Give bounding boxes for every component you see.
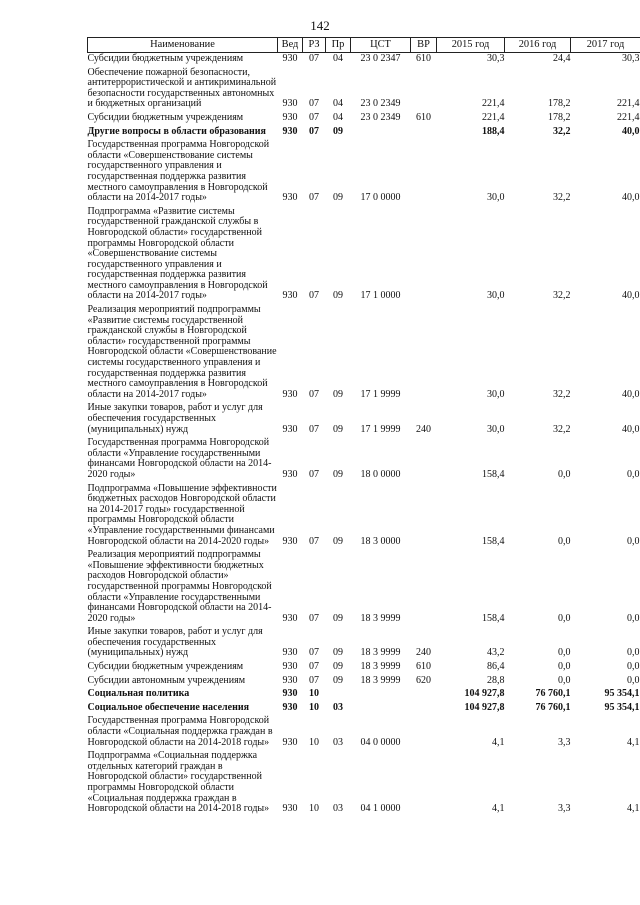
cell-2015: 188,4 (482, 125, 505, 137)
cell-2015: 30,0 (487, 388, 505, 400)
cell-2015: 158,4 (482, 535, 505, 547)
cell-cst: 17 1 9999 (360, 388, 401, 400)
cell-rz: 10 (309, 736, 319, 748)
cell-vr (411, 139, 437, 206)
cell-ved: 930 (282, 125, 298, 137)
cell-ved: 930 (282, 535, 298, 547)
cell-2016: 3,3 (558, 736, 571, 748)
cell-name: Государственная программа Новгородской области «Социальная поддержка граждан в Новгородской области на 2014-2018 годы» (87, 715, 273, 748)
table-row (88, 437, 640, 482)
cell-ved: 930 (282, 53, 298, 64)
cell-2017: 0,0 (627, 647, 640, 659)
cell-cst: 04 0 0000 (360, 736, 401, 748)
cell-vr: 240 (416, 647, 431, 659)
cell-name: Субсидии бюджетным учреждениям (87, 53, 244, 64)
cell-name: Подпрограмма «Развитие системы государственной гражданской службы в Новгородской области» государственной программы Новгородской области «Совершенствование системы государственного управления и государственная поддержка развития местного самоуправления в Новгородской области на 2014-2017 годы» (87, 205, 268, 302)
cell-2015: 30,3 (487, 53, 505, 64)
cell-ved: 930 (282, 803, 298, 815)
cell-rz: 07 (309, 535, 319, 547)
cell-cst: 18 0 0000 (360, 468, 401, 480)
cell-name: Государственная программа Новгородской области «Совершенствование системы государственного управления и государственная поддержка развития местного самоуправления в Новгородской области на 2014-2017 годы» (87, 139, 270, 204)
cell-pr: 09 (333, 661, 343, 673)
cell-rz: 07 (309, 647, 319, 659)
cell-cst: 23 0 2349 (360, 111, 401, 123)
cell-pr: 09 (333, 468, 343, 480)
table-row (88, 661, 640, 675)
col-header-pr: Пр (326, 38, 351, 53)
cell-2017: 0,0 (627, 661, 640, 673)
cell-name: Реализация мероприятий подпрограммы «Повышение эффективности бюджетных расходов Новгородской области» государственной программы Новгородской области «Управление государственными финансами Новгородской области на 2014-2020 годы» (87, 549, 272, 624)
cell-ved: 930 (282, 111, 298, 123)
cell-vr (411, 437, 437, 482)
table-row (88, 304, 640, 402)
cell-cst: 17 1 0000 (360, 290, 401, 302)
cell-2016: 178,2 (548, 98, 571, 110)
cell-vr (411, 750, 437, 817)
cell-2015: 30,0 (487, 192, 505, 204)
cell-ved: 930 (282, 674, 298, 686)
col-header-rz: РЗ (303, 38, 326, 53)
cell-2017: 40,0 (622, 125, 640, 137)
cell-cst: 18 3 9999 (360, 674, 401, 686)
cell-pr: 09 (333, 423, 343, 435)
cell-name: Обеспечение пожарной безопасности, антитеррористической и антикриминальной безопасности государственных автономных и бюджетных организаций (87, 66, 277, 110)
col-header-2017: 2017 год (571, 38, 640, 53)
cell-pr: 09 (333, 388, 343, 400)
table-row (88, 112, 640, 126)
cell-2016: 0,0 (558, 535, 571, 547)
cell-2016: 0,0 (558, 674, 571, 686)
table-header-row (88, 38, 640, 53)
cell-ved: 930 (282, 388, 298, 400)
cell-pr: 03 (333, 701, 343, 713)
cell-rz: 07 (309, 388, 319, 400)
table-row (88, 626, 640, 661)
cell-name: Государственная программа Новгородской области «Управление государственными финансами Новгородской области на 2014-2020 годы» (87, 437, 272, 480)
cell-vr: 240 (416, 423, 431, 435)
cell-pr: 04 (333, 111, 343, 123)
cell-pr (326, 688, 351, 702)
cell-rz: 10 (309, 688, 319, 700)
col-header-vr: ВР (411, 38, 437, 53)
cell-2015: 104 927,8 (464, 688, 505, 700)
cell-cst: 23 0 2347 (360, 53, 401, 64)
table-row (88, 688, 640, 702)
cell-2016: 32,2 (553, 423, 571, 435)
cell-name: Реализация мероприятий подпрограммы «Развитие системы государственной гражданской службы в Новгородской области» государственной программы Новгородской области «Совершенствование системы государственного управления и государственная поддержка развития местного самоуправления в Новгородской области на 2014-2017 годы» (87, 304, 277, 400)
cell-2017: 4,1 (627, 736, 640, 748)
cell-rz: 07 (309, 468, 319, 480)
table-row (88, 53, 640, 67)
cell-2015: 43,2 (487, 647, 505, 659)
cell-name: Субсидии автономным учреждениям (87, 674, 246, 686)
cell-cst: 18 3 0000 (360, 535, 401, 547)
cell-vr (411, 549, 437, 626)
cell-name: Иные закупки товаров, работ и услуг для обеспечения государственных (муниципальных) нужд (87, 626, 263, 659)
cell-rz: 07 (309, 98, 319, 110)
col-header-ved: Вед (278, 38, 303, 53)
cell-cst: 17 0 0000 (360, 192, 401, 204)
cell-rz: 07 (309, 192, 319, 204)
cell-name: Субсидии бюджетным учреждениям (87, 111, 244, 123)
table-row (88, 702, 640, 716)
cell-2015: 30,0 (487, 290, 505, 302)
table-body (88, 53, 640, 817)
table-row (88, 549, 640, 626)
cell-name: Социальная политика (87, 688, 190, 700)
cell-2017: 40,0 (622, 192, 640, 204)
budget-table (87, 37, 640, 817)
cell-pr: 09 (333, 535, 343, 547)
cell-pr: 03 (333, 736, 343, 748)
cell-name: Подпрограмма «Социальная поддержка отдельных категорий граждан в Новгородской области» государственной программы Новгородской области «Социальная поддержка граждан в Новгородской области на 2014-2018 годы» (87, 750, 270, 815)
cell-2017: 40,0 (622, 290, 640, 302)
cell-2015: 221,4 (482, 98, 505, 110)
cell-2016: 32,2 (553, 192, 571, 204)
cell-2017: 0,0 (627, 674, 640, 686)
table-row (88, 675, 640, 689)
cell-cst (351, 688, 411, 702)
cell-rz: 07 (309, 111, 319, 123)
cell-name: Иные закупки товаров, работ и услуг для обеспечения государственных (муниципальных) нужд (87, 402, 263, 435)
cell-2015: 158,4 (482, 612, 505, 624)
cell-2017: 0,0 (627, 612, 640, 624)
cell-2017: 95 354,1 (604, 701, 640, 713)
cell-vr (411, 206, 437, 304)
cell-2017: 221,4 (617, 98, 640, 110)
cell-2015: 221,4 (482, 111, 505, 123)
cell-ved: 930 (282, 98, 298, 110)
cell-rz: 07 (309, 290, 319, 302)
cell-ved: 930 (282, 468, 298, 480)
cell-2015: 28,8 (487, 674, 505, 686)
col-header-2016: 2016 год (505, 38, 571, 53)
col-header-2015: 2015 год (437, 38, 505, 53)
cell-pr: 03 (333, 803, 343, 815)
cell-ved: 930 (282, 701, 298, 713)
cell-ved: 930 (282, 423, 298, 435)
cell-cst: 18 3 9999 (360, 647, 401, 659)
cell-pr: 09 (333, 674, 343, 686)
cell-ved: 930 (282, 688, 298, 700)
cell-vr: 610 (416, 111, 431, 123)
cell-vr: 610 (416, 661, 431, 673)
cell-2016: 76 760,1 (535, 701, 571, 713)
cell-2017: 221,4 (617, 111, 640, 123)
cell-vr: 610 (416, 53, 431, 64)
cell-vr (411, 688, 437, 702)
cell-rz: 07 (309, 612, 319, 624)
cell-pr: 09 (333, 125, 343, 137)
cell-rz: 10 (309, 701, 319, 713)
cell-2016: 32,2 (553, 290, 571, 302)
cell-2016: 32,2 (553, 125, 571, 137)
cell-2015: 158,4 (482, 468, 505, 480)
cell-2017: 0,0 (627, 468, 640, 480)
table-row (88, 126, 640, 140)
cell-ved: 930 (282, 661, 298, 673)
cell-cst: 04 1 0000 (360, 803, 401, 815)
cell-pr: 09 (333, 290, 343, 302)
cell-ved: 930 (282, 290, 298, 302)
cell-rz: 07 (309, 53, 319, 64)
cell-name: Подпрограмма «Повышение эффективности бюджетных расходов Новгородской области на 2014-2017 годы» государственной программы Новгородской области «Управление государственными финансами Новгородской области на 2014-2020 годы» (87, 482, 277, 547)
cell-2016: 0,0 (558, 661, 571, 673)
cell-2016: 3,3 (558, 803, 571, 815)
cell-pr: 04 (333, 53, 343, 64)
table-row (88, 206, 640, 304)
cell-2017: 95 354,1 (604, 688, 640, 700)
cell-ved: 930 (282, 647, 298, 659)
table-row (88, 483, 640, 550)
cell-2017: 40,0 (622, 388, 640, 400)
cell-2015: 4,1 (492, 736, 505, 748)
cell-rz: 07 (309, 661, 319, 673)
cell-2016: 178,2 (548, 111, 571, 123)
cell-2016: 24,4 (553, 53, 571, 64)
cell-vr (411, 67, 437, 112)
cell-rz: 07 (309, 674, 319, 686)
cell-cst: 18 3 9999 (360, 612, 401, 624)
cell-cst (351, 126, 411, 140)
col-header-cst: ЦСТ (351, 38, 411, 53)
cell-cst (351, 702, 411, 716)
cell-2017: 40,0 (622, 423, 640, 435)
cell-2015: 104 927,8 (464, 701, 505, 713)
table-row (88, 715, 640, 750)
cell-vr (411, 702, 437, 716)
cell-vr: 620 (416, 674, 431, 686)
cell-2016: 0,0 (558, 647, 571, 659)
table-row (88, 67, 640, 112)
cell-rz: 07 (309, 423, 319, 435)
cell-pr: 09 (333, 612, 343, 624)
col-header-name: Наименование (88, 38, 278, 53)
cell-ved: 930 (282, 736, 298, 748)
cell-2015: 4,1 (492, 803, 505, 815)
cell-pr: 09 (333, 192, 343, 204)
cell-name: Другие вопросы в области образования (87, 125, 266, 137)
cell-2015: 30,0 (487, 423, 505, 435)
cell-2016: 0,0 (558, 612, 571, 624)
cell-name: Субсидии бюджетным учреждениям (87, 661, 244, 673)
cell-cst: 18 3 9999 (360, 661, 401, 673)
cell-2016: 76 760,1 (535, 688, 571, 700)
table-row (88, 750, 640, 817)
cell-pr: 04 (333, 98, 343, 110)
cell-ved: 930 (282, 192, 298, 204)
cell-2015: 86,4 (487, 661, 505, 673)
cell-vr (411, 304, 437, 402)
cell-rz: 07 (309, 125, 319, 137)
table-row (88, 139, 640, 206)
cell-vr (411, 715, 437, 750)
cell-2017: 4,1 (627, 803, 640, 815)
cell-2017: 30,3 (622, 53, 640, 64)
page-number: 142 (310, 18, 330, 33)
cell-cst: 17 1 9999 (360, 423, 401, 435)
cell-rz: 10 (309, 803, 319, 815)
table-row (88, 402, 640, 437)
cell-2017: 0,0 (627, 535, 640, 547)
cell-vr (411, 126, 437, 140)
cell-ved: 930 (282, 612, 298, 624)
cell-name: Социальное обеспечение населения (87, 701, 250, 713)
cell-vr (411, 483, 437, 550)
cell-pr: 09 (333, 647, 343, 659)
cell-2016: 32,2 (553, 388, 571, 400)
cell-cst: 23 0 2349 (360, 98, 401, 110)
cell-2016: 0,0 (558, 468, 571, 480)
